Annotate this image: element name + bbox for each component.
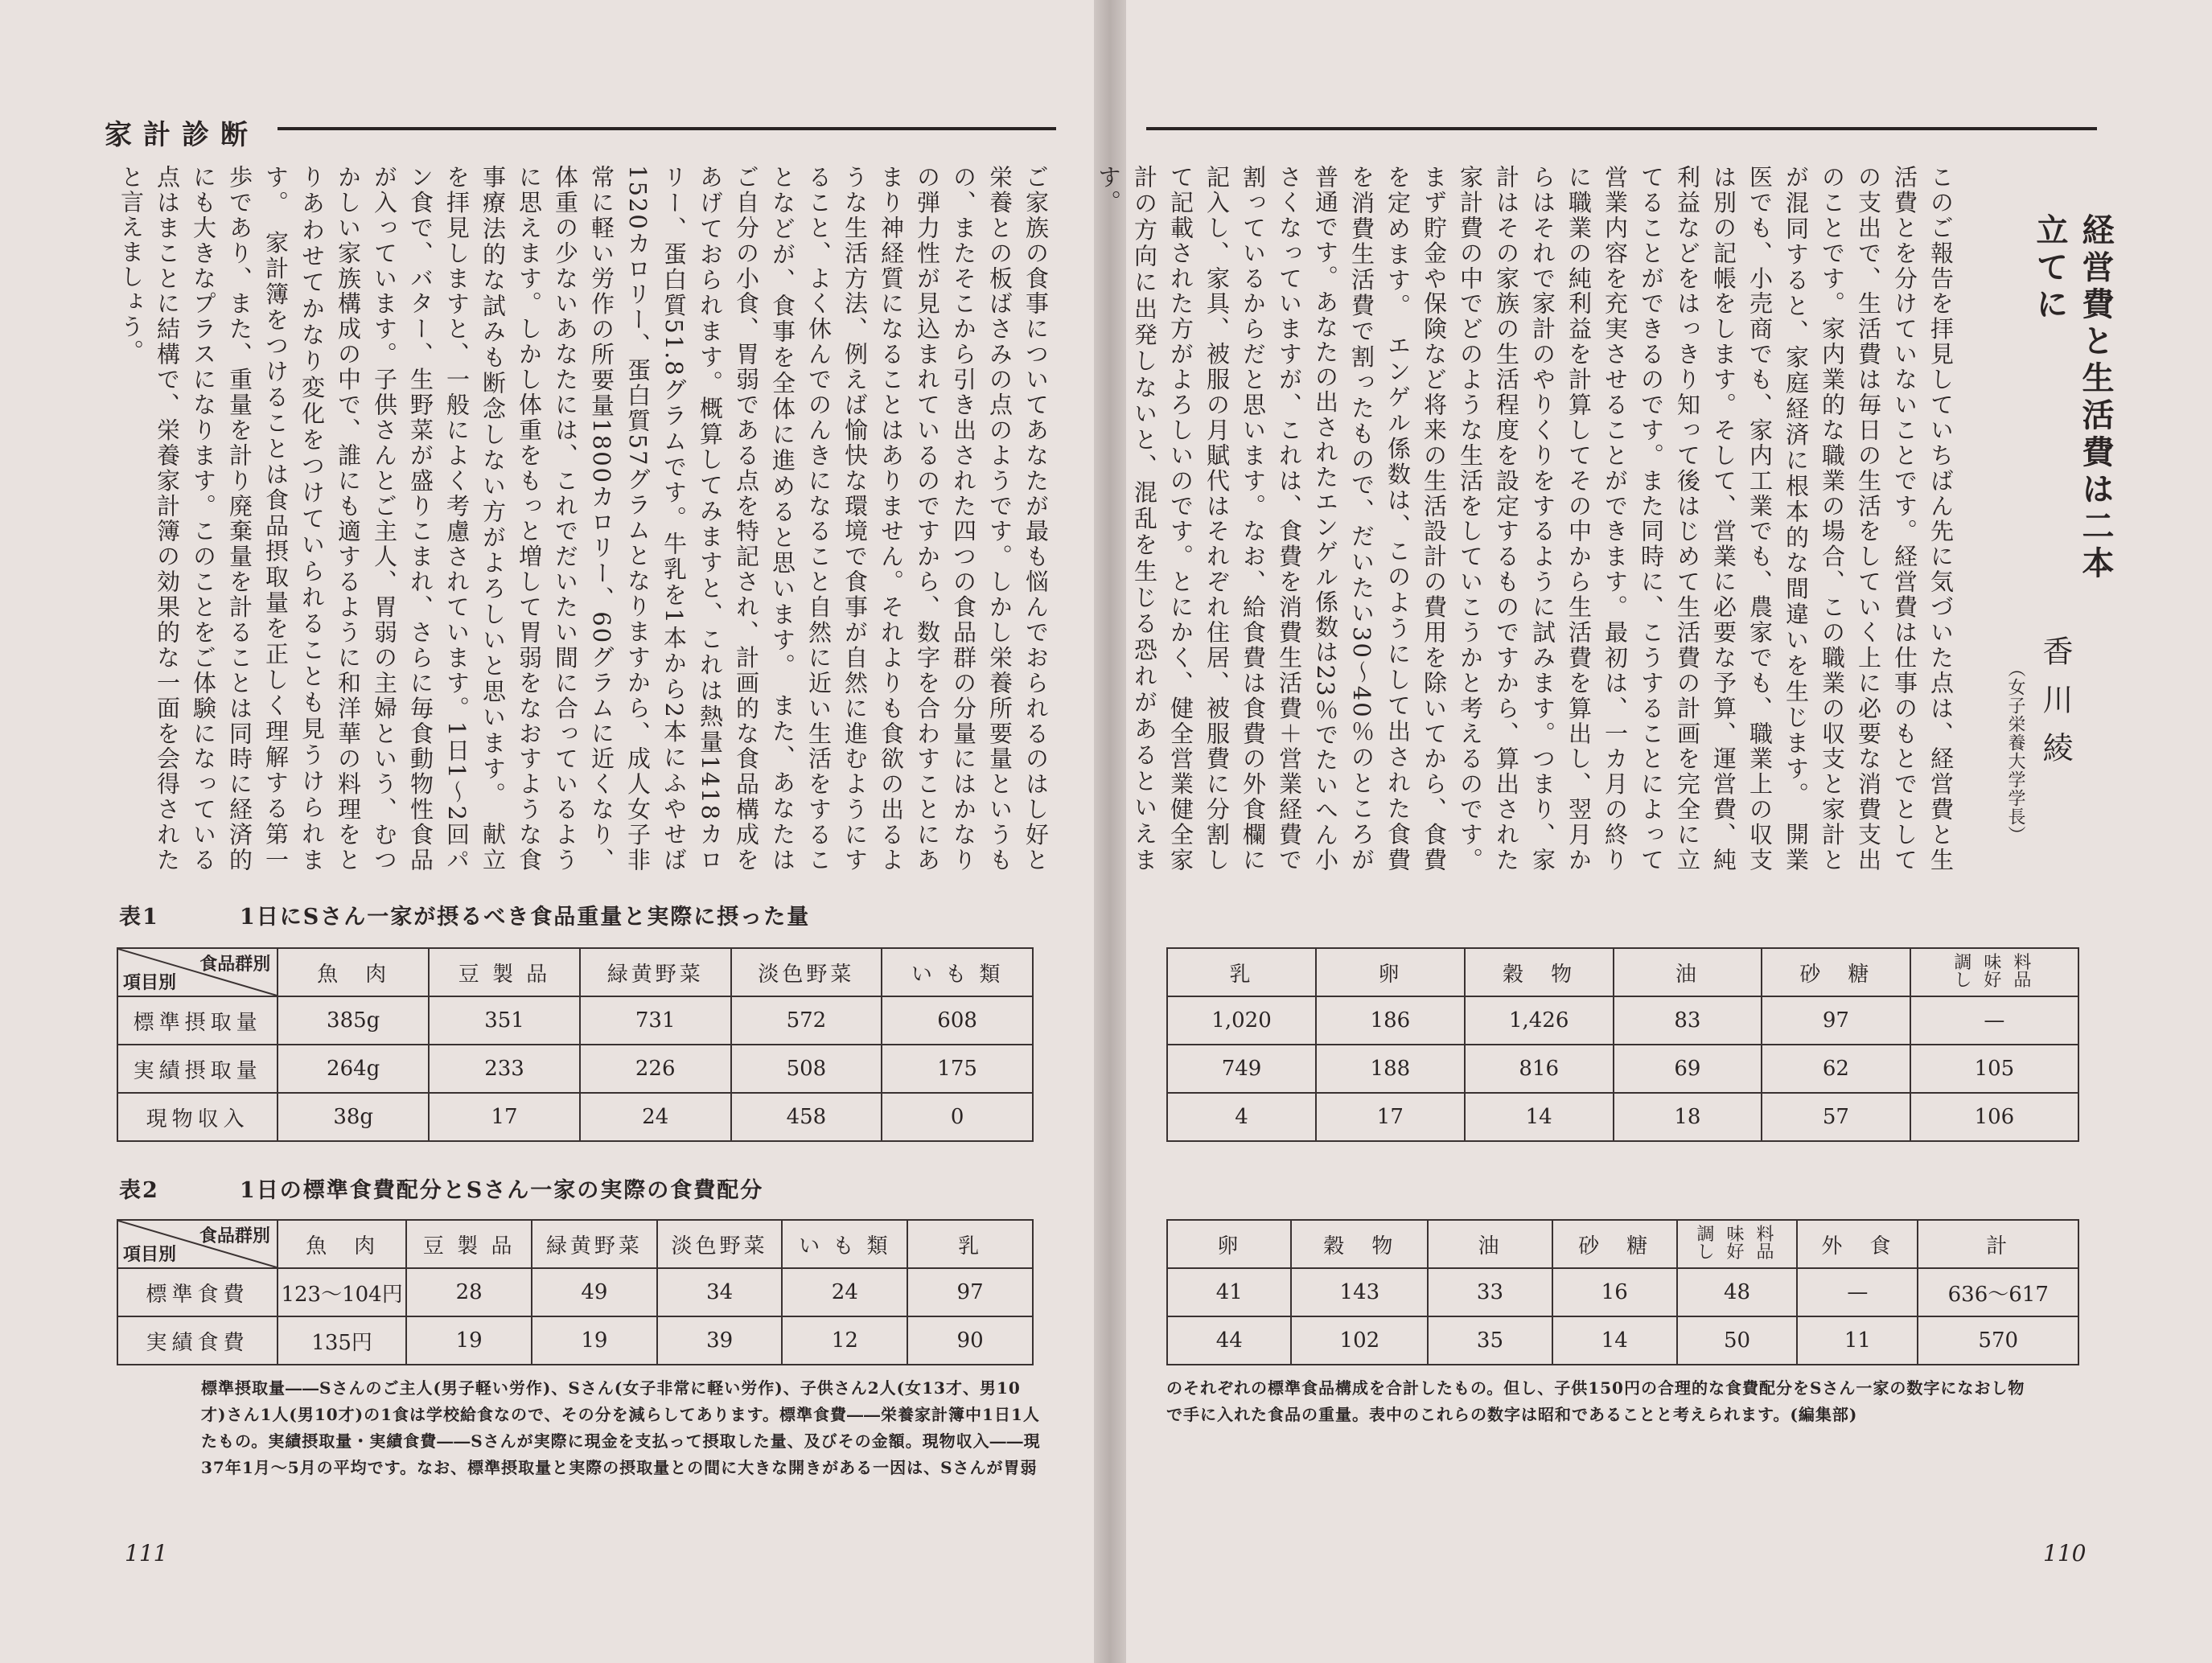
table1-cell: 18 [1614,1093,1762,1141]
body-text-left: ご家族の食事についてあなたが最も悩んでおられるのはし好と栄養との板ばさみの点のようです。しかし栄養所要量というもの、またそこから引き出された四つの食品群の分量にはかなりの弾力性が見込まれているのですから、数字を合わすことにあまり神経質になることはありません。それよりも食欲の出るような生活方法、例えば愉快な環境で食事が自然に進むようにすること、よく休んでのんきになること自然に近い生活をすることなどが、食事を全体に進めると思います。 また、あなたはご自分の小食、胃弱である点を特記され、計画的な食品構成をあげておられます。概算してみますと、これは熱量1418カロリー、蛋白質51.8グラムです。牛乳を1本から2本にふやせば1520カロリー、蛋白質57グラムとなりますから、成人女子非常に軽い労作の所要量1800カロリー、60グラムに近くなり、体重の少ないあなたには、これでだいたい間に合っているように思えます。しかし体重をもっと増して胃弱をなおすような食事療法的な試みも断念しない方がよろしいと思います。 献立を拝見しますと、一般によく考慮されています。1日1〜2回パン食で、バター、生野菜が盛りこまれ、さらに毎食動物性食品が入っています。子供さんとご主人、胃弱の主婦という、むつかしい家族構成の中で、誰にも適するように和洋華の料理をとりあわせてかなり変化をつけていられることも見うけられます。 家計簿をつけることは食品摂取量を正しく理解する第一歩であり、また、重量を計り廃棄量を計ることは同時に経済的にも大きなプラスになります。このことをご体験になっている点はまことに結構で、栄養家計簿の効果的な一面を会得されたと言えましょう。 [117,165,1050,873]
table1-cell: 105 [1910,1045,2078,1093]
table1-column-header: 油 [1614,948,1762,996]
table2-column-header: 魚 肉 [278,1220,406,1268]
table2-cell: — [1797,1268,1918,1316]
table1-cell: 458 [731,1093,882,1141]
table2-column-header: 卵 [1167,1220,1291,1268]
table2-column-header: 外 食 [1797,1220,1918,1268]
table1-corner-cell [117,948,278,996]
table2-column-header: 計 [1918,1220,2078,1268]
table1-cell: 233 [429,1045,580,1093]
table1-cell: 24 [580,1093,731,1141]
table1-cell: 816 [1465,1045,1614,1093]
table2-header-row [1167,1220,2078,1268]
table1-left-half [117,947,1034,1142]
table1-column-header: 魚 肉 [278,948,429,996]
table1-row [117,1093,1033,1141]
table1-cell: 97 [1762,996,1910,1045]
table1-cell: 385g [278,996,429,1045]
table2-header-row [117,1220,1033,1268]
table2-column-header: 油 [1428,1220,1552,1268]
table1-cell: 17 [429,1093,580,1141]
table1-cell: 1,426 [1465,996,1614,1045]
table1-cell: 83 [1614,996,1762,1045]
table1-row-label: 現物収入 [117,1093,278,1141]
author-affiliation: （女子栄養大学学長） [2005,659,2025,844]
footnote-left: 標準摂取量――Sさんのご主人(男子軽い労作)、Sさん(女子非常に軽い労作)、子供さん2人(女13才、男10才)さん1人(男10才)の1食は学校給食なので、その分を減らしてあります。標準食費――栄養家計簿中1日1人たもの。実績摂取量・実績食費――Sさんが実際に現金を支払って摂取した量、及びその金額。現物収入――現37年1月〜5月の平均です。なお、標準摂取量と実際の摂取量との間に大きな開きがある一因は、Sさんが胃弱 [201,1378,1041,1477]
table2-cell: 34 [657,1268,783,1316]
table2-cell: 28 [406,1268,532,1316]
table1-cell: 188 [1316,1045,1465,1093]
table2-cell: 19 [532,1316,657,1365]
table1-column-header: い も 類 [882,948,1033,996]
table1-cell: 572 [731,996,882,1045]
table2-cell: 143 [1291,1268,1428,1316]
table2-number: 表2 [119,1178,159,1203]
table1-cell: 1,020 [1167,996,1316,1045]
table2-right-half [1166,1219,2079,1365]
table2-left-half [117,1219,1034,1365]
table2-cell: 102 [1291,1316,1428,1365]
table1-cell: 62 [1762,1045,1910,1093]
table2-cell: 12 [782,1316,907,1365]
table1-corner-bottom: 項目別 [123,972,177,993]
table1-cell: 749 [1167,1045,1316,1093]
table1-header-row [1167,948,2078,996]
table2-cell: 39 [657,1316,783,1365]
table2-cell: 570 [1918,1316,2078,1365]
table1-column-header: 卵 [1316,948,1465,996]
article-title: 経営費と生活費は二本立てに [2031,213,2115,583]
table1-column-header: 砂 糖 [1762,948,1910,996]
table1-cell: 608 [882,996,1033,1045]
header-rule-left [278,127,1056,130]
body-text-right: このご報告を拝見していちばん先に気づいた点は、経営費と生活費とを分けていないことです。経営費は仕事のもとでとしての支出で、生活費は毎日の生活をしていく上に必要な消費支出のことです。家内業的な職業の場合、この職業の収支と家計とが混同すると、家庭経済に根本的な間違いを生じます。 開業医でも、小売商でも、家内工業でも、農家でも、職業上の収支は別の記帳をします。そして、営業に必要な予算、運営費、純利益などをはっきり知って後はじめて生活費の計画を完全に立てることができるのです。また同時に、こうすることによって営業内容を充実させることができます。最初は、一カ月の終りに職業の純利益を計算してその中から生活費を算出し、翌月からはそれで家計のやりくりをするように試みます。つまり、家計はその家族の生活程度を設定するものですから、算出された家計費の中でどのような生活をしていこうかと考えるのです。まず貯金や保険など将来の生活設計の費用を除いてから、食費を定めます。 エンゲル係数は、このようにして出された食費を消費生活費で割ったもので、だいたい30〜40％のところが普通です。あなたの出されたエンゲル係数は23％でたいへん小さくなっていますが、これは、食費を消費生活費＋営業経費で割っているからだと思います。なお、給食費は食費の外食欄に記入し、家具、被服の月賦代はそれぞれ住居、被服費に分割して記載された方がよろしいのです。とにかく、健全営業健全家計の方向に出発しないと、混乱を生じる恐れがあるといえます。 [1095,165,1955,873]
table2-row [1167,1316,2078,1365]
table1-cell: 17 [1316,1093,1465,1141]
table1-column-header: 豆 製 品 [429,948,580,996]
table1-cell: 38g [278,1093,429,1141]
author-name: 香川綾 [2037,635,2073,780]
table1-cell: 264g [278,1045,429,1093]
table2-caption [119,1172,763,1204]
table1-number: 表1 [119,905,159,930]
table1-caption [119,899,810,930]
table2-corner-bottom: 項目別 [123,1244,177,1265]
table2-row [1167,1268,2078,1316]
table2-cell: 35 [1428,1316,1552,1365]
table2-cell: 16 [1552,1268,1677,1316]
table2-cell: 49 [532,1268,657,1316]
table2-cell: 135円 [278,1316,406,1365]
table1-row-label: 標準摂取量 [117,996,278,1045]
table2-corner-cell [117,1220,278,1268]
table1-cell: 175 [882,1045,1033,1093]
table2-title: 1日の標準食費配分とSさん一家の実際の食費配分 [240,1178,764,1203]
table1-cell: 106 [1910,1093,2078,1141]
table2-row-label: 実績食費 [117,1316,278,1365]
table1-column-header: 淡色野菜 [731,948,882,996]
table1-row [1167,1045,2078,1093]
table2-column-header: 豆 製 品 [406,1220,532,1268]
table2-cell: 48 [1677,1268,1798,1316]
table1-row [117,1045,1033,1093]
table1-cell: 0 [882,1093,1033,1141]
table2-cell: 11 [1797,1316,1918,1365]
table1-column-header: 穀 物 [1465,948,1614,996]
table2-column-header: 乳 [907,1220,1033,1268]
table2-column-header: 調 味 料 し 好 品 [1677,1220,1798,1268]
table2-row [117,1268,1033,1316]
table2-cell: 97 [907,1268,1033,1316]
table1-column-header: 緑黄野菜 [580,948,731,996]
table1-cell: 226 [580,1045,731,1093]
table2-cell: 19 [406,1316,532,1365]
book-gutter [1094,0,1126,1663]
table2-row-label: 標準食費 [117,1268,278,1316]
table1-right-half [1166,947,2079,1142]
running-head: 家計診断 [105,119,259,151]
table1-cell: 351 [429,996,580,1045]
header-rule-right [1146,127,2097,130]
table2-cell: 50 [1677,1316,1798,1365]
table1-row [1167,996,2078,1045]
table2-cell: 123〜104円 [278,1268,406,1316]
table2-column-header: い も 類 [782,1220,907,1268]
table1-column-header: 乳 [1167,948,1316,996]
footnote-right: のそれぞれの標準食品構成を合計したもの。但し、子供150円の合理的な食費配分をSさん一家の数字になおし物で手に入れた食品の重量。表中のこれらの数字は昭和であることと考えられます。(編集部) [1166,1378,2025,1424]
table1-cell: 508 [731,1045,882,1093]
table2-cell: 44 [1167,1316,1291,1365]
table2-cell: 636〜617 [1918,1268,2078,1316]
table1-title: 1日にSさん一家が摂るべき食品重量と実際に摂った量 [240,905,811,930]
table1-cell: 4 [1167,1093,1316,1141]
table2-column-header: 緑黄野菜 [532,1220,657,1268]
table1-cell: 186 [1316,996,1465,1045]
table1-cell: 731 [580,996,731,1045]
table1-row [1167,1093,2078,1141]
table2-column-header: 穀 物 [1291,1220,1428,1268]
table1-cell: 57 [1762,1093,1910,1141]
table2-cell: 90 [907,1316,1033,1365]
table2-column-header: 淡色野菜 [657,1220,783,1268]
table1-header-row [117,948,1033,996]
table1-row [117,996,1033,1045]
table2-column-header: 砂 糖 [1552,1220,1677,1268]
table1-cell: 14 [1465,1093,1614,1141]
table2-corner-top: 食品群別 [199,1226,270,1246]
table2-cell: 24 [782,1268,907,1316]
table2-row [117,1316,1033,1365]
table1-column-header: 調 味 料 し 好 品 [1910,948,2078,996]
page-number-right: 110 [2043,1540,2087,1567]
table1-row-label: 実績摂取量 [117,1045,278,1093]
table1-corner-top: 食品群別 [199,954,271,975]
table1-cell: — [1910,996,2078,1045]
page-number-left: 111 [125,1540,168,1567]
table2-cell: 33 [1428,1268,1552,1316]
table1-cell: 69 [1614,1045,1762,1093]
table2-cell: 14 [1552,1316,1677,1365]
table2-cell: 41 [1167,1268,1291,1316]
